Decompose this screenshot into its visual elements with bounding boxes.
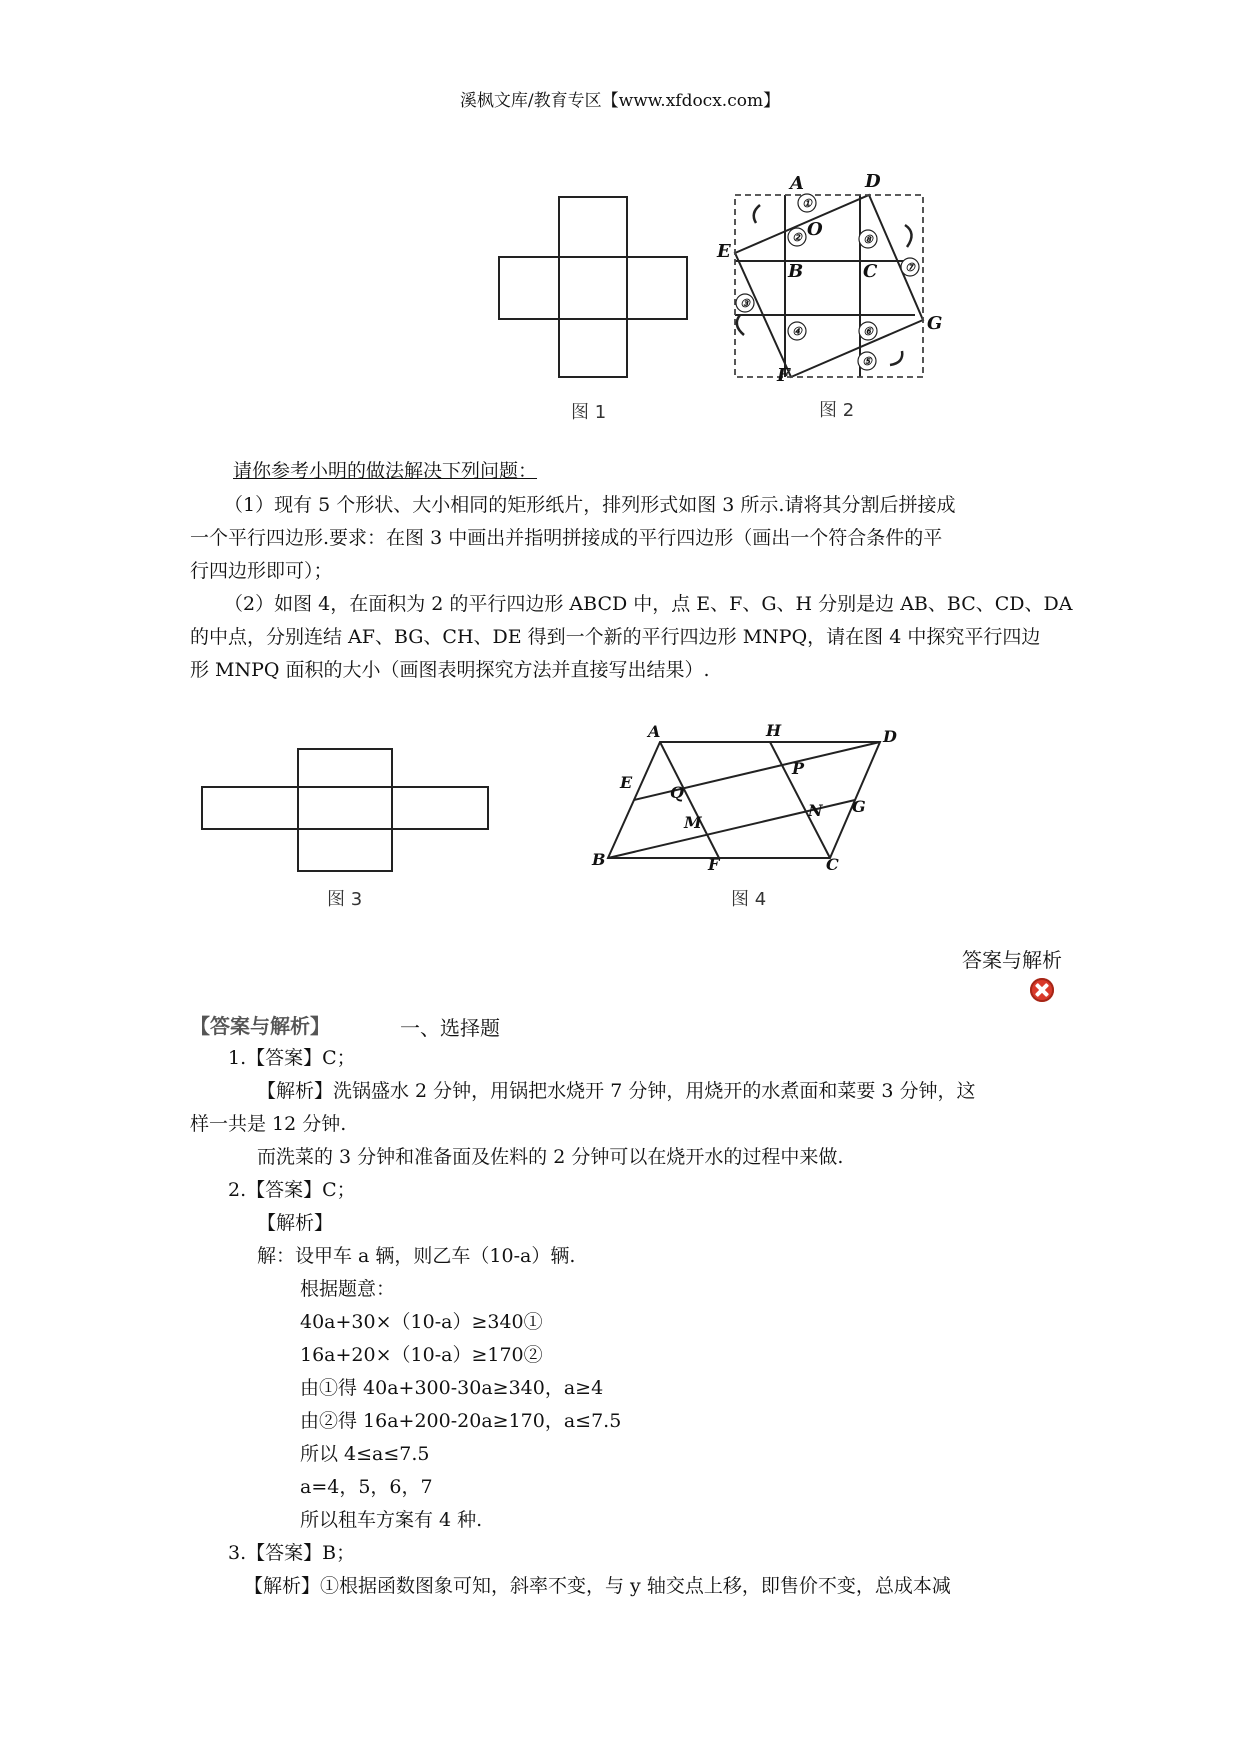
fig4-parallelogram-ABCD [608, 742, 880, 858]
figure-3-caption: 图 3 [327, 889, 363, 910]
figure-4 [590, 720, 910, 870]
question-part2-line1: （2）如图 4，在面积为 2 的平行四边形 ABCD 中，点 E、F、G、H 分别是边 AB、BC、CD、DA [224, 593, 1073, 615]
fig4-label-G: G [852, 797, 866, 816]
fig4-label-C: C [826, 855, 839, 870]
fig2-circle-6: ⑥ [863, 325, 873, 338]
fig4-line-AF [660, 742, 719, 858]
page-header: 溪枫文库/教育专区【www.xfdocx.com】 [459, 91, 781, 111]
fig2-label-A: A [790, 173, 804, 194]
figure-2 [715, 165, 975, 395]
fig2-label-B: B [788, 261, 804, 282]
q2-line-6: 所以 4≤a≤7.5 [300, 1443, 430, 1465]
fig4-label-D: D [883, 727, 897, 746]
figure-4-caption: 图 4 [731, 889, 767, 910]
q2-answer: 2.【答案】C； [228, 1179, 356, 1201]
fig2-circle-2: ② [792, 231, 802, 244]
fig4-label-F: F [708, 855, 720, 870]
q2-line-7: a=4，5，6，7 [300, 1476, 433, 1498]
fig3-center-rect [298, 749, 392, 871]
answers-section-label: 【答案与解析】 [190, 1014, 330, 1038]
fig2-circle-7: ⑦ [905, 261, 915, 274]
q1-analysis-line2: 样一共是 12 分钟. [190, 1113, 347, 1135]
fig4-label-Q: Q [670, 783, 684, 802]
fig2-label-F: F [777, 365, 790, 386]
fig4-label-P: P [792, 759, 805, 778]
fig2-circle-5: ⑤ [862, 355, 872, 368]
q2-line-0: 解：设甲车 a 辆，则乙车（10-a）辆. [257, 1245, 576, 1267]
fig4-label-M: M [684, 813, 702, 832]
fig2-label-O: O [807, 219, 823, 240]
question-part2-line3: 形 MNPQ 面积的大小（画图表明探究方法并直接写出结果）. [190, 659, 710, 681]
q2-line-5: 由②得 16a+200-20a≥170，a≤7.5 [300, 1410, 622, 1432]
q3-answer: 3.【答案】B； [228, 1542, 356, 1564]
q2-line-1: 根据题意： [300, 1278, 396, 1300]
figure-1 [495, 195, 695, 425]
q1-analysis-line1: 【解析】洗锅盛水 2 分钟，用锅把水烧开 7 分钟，用烧开的水煮面和菜要 3 分钟，这 [257, 1080, 976, 1102]
question-part1-line1: （1）现有 5 个形状、大小相同的矩形纸片，排列形式如图 3 所示.请将其分割后拼接成 [224, 494, 956, 516]
question-part2-line2: 的中点，分别连结 AF、BG、CH、DE 得到一个新的平行四边形 MNPQ，请在图 4 中探究平行四边 [190, 626, 1041, 648]
figure-1-caption: 图 1 [571, 402, 607, 423]
fig2-circle-1: ① [802, 197, 812, 210]
q1-analysis-line3: 而洗菜的 3 分钟和准备面及佐料的 2 分钟可以在烧开水的过程中来做. [257, 1146, 844, 1168]
close-icon[interactable] [1030, 978, 1054, 1002]
fig4-label-H: H [766, 721, 782, 740]
q2-line-8: 所以租车方案有 4 种. [300, 1509, 483, 1531]
question-intro: 请你参考小明的做法解决下列问题： [233, 460, 538, 482]
fig1-vertical-rect [559, 197, 627, 377]
fig4-label-N: N [808, 801, 823, 820]
fig4-label-B: B [592, 850, 606, 869]
fig1-horizontal-rect [499, 257, 687, 319]
question-part1-line2: 一个平行四边形.要求：在图 3 中画出并指明拼接成的平行四边形（画出一个符合条件的平 [190, 527, 943, 549]
answer-toggle-label[interactable]: 答案与解析 [962, 948, 1062, 972]
figure-3 [198, 745, 498, 875]
figure-2-caption: 图 2 [819, 400, 855, 421]
q3-analysis-line1: 【解析】①根据函数图象可知，斜率不变，与 y 轴交点上移，即售价不变，总成本减 [244, 1575, 951, 1597]
fig2-label-E: E [717, 241, 731, 262]
fig4-label-A: A [648, 722, 661, 741]
fig2-label-C: C [863, 261, 878, 282]
fig2-circle-3: ③ [740, 297, 750, 310]
fig2-label-D: D [865, 171, 881, 192]
fig3-long-rect [202, 787, 488, 829]
fig2-quad-EDGF [735, 195, 923, 377]
q2-line-4: 由①得 40a+300-30a≥340，a≥4 [300, 1377, 604, 1399]
q2-analysis-label: 【解析】 [257, 1212, 334, 1234]
question-part1-line3: 行四边形即可）； [190, 560, 333, 582]
fig2-label-G: G [927, 313, 943, 334]
q2-line-2: 40a+30×（10-a）≥340① [300, 1311, 543, 1333]
fig4-label-E: E [620, 773, 633, 792]
q2-line-3: 16a+20×（10-a）≥170② [300, 1344, 543, 1366]
fig2-circle-4: ④ [792, 325, 802, 338]
fig2-circle-8: ⑧ [863, 233, 873, 246]
answers-section-name: 一、选择题 [400, 1016, 500, 1040]
q1-answer: 1.【答案】C； [228, 1047, 356, 1069]
fig2-dashed-square [735, 195, 923, 377]
